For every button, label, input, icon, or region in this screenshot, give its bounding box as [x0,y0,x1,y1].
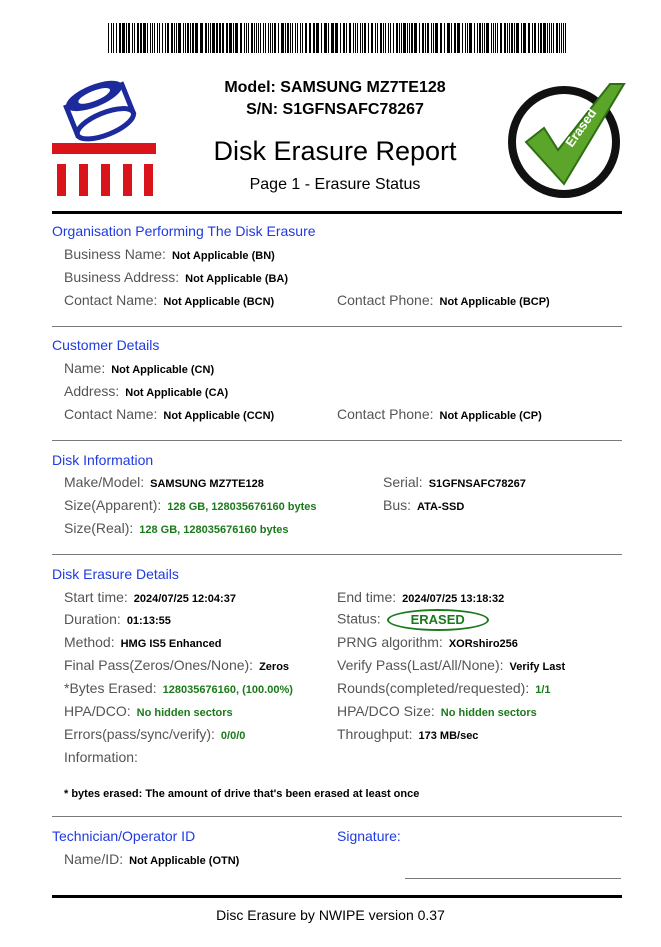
information-label: Information: [64,749,138,765]
customer-name-value: Not Applicable (CN) [111,364,215,376]
barcode [108,23,568,53]
customer-contact-name-row: Contact Name: Not Applicable (CCN) [64,406,275,422]
final-pass-value: Zeros [259,661,290,673]
section-divider [52,326,622,327]
report-serial: S/N: S1GFNSAFC78267 [246,101,424,118]
size-apparent-row: Size(Apparent): 128 GB, 128035676160 bytes [64,497,317,513]
signature-line [405,878,621,879]
throughput-row: Throughput: 173 MB/sec [337,726,479,742]
section-divider [52,554,622,555]
rounds-value: 1/1 [535,684,551,696]
customer-contact-name-value: Not Applicable (CCN) [163,410,275,422]
final-pass-row: Final Pass(Zeros/Ones/None): Zeros [64,657,290,673]
start-time-row: Start time: 2024/07/25 12:04:37 [64,589,236,605]
business-contact-phone-row: Contact Phone: Not Applicable (BCP) [337,292,550,308]
bus-row: Bus: ATA-SSD [383,497,465,513]
technician-name-row: Name/ID: Not Applicable (OTN) [64,851,240,867]
customer-name-row: Name: Not Applicable (CN) [64,360,215,376]
hpa-dco-value: No hidden sectors [136,707,233,719]
size-real-value: 128 GB, 128035676160 bytes [139,524,289,536]
bus-value: ATA-SSD [417,501,465,513]
customer-address-row: Address: Not Applicable (CA) [64,383,229,399]
prng-value: XORshiro256 [448,638,518,650]
business-contact-phone-value: Not Applicable (BCP) [439,296,550,308]
customer-contact-phone-row: Contact Phone: Not Applicable (CP) [337,406,542,422]
hpa-dco-size-row: HPA/DCO Size: No hidden sectors [337,703,537,719]
verify-pass-row: Verify Pass(Last/All/None): Verify Last [337,657,566,673]
header-divider [52,211,622,214]
erased-stamp-text: Erased [562,105,600,150]
organisation-heading: Organisation Performing The Disk Erasure [52,223,316,239]
technician-name-value: Not Applicable (OTN) [129,855,240,867]
technician-heading: Technician/Operator ID [52,828,196,844]
method-value: HMG IS5 Enhanced [120,638,222,650]
prng-row: PRNG algorithm: XORshiro256 [337,634,518,650]
disk-serial-value: S1GFNSAFC78267 [428,478,526,490]
business-contact-name-value: Not Applicable (BCN) [163,296,275,308]
status-badge: ERASED [387,609,489,631]
size-apparent-value: 128 GB, 128035676160 bytes [167,501,317,513]
business-name-value: Not Applicable (BN) [171,250,275,262]
bytes-erased-row: *Bytes Erased: 128035676160, (100.00%) [64,680,293,696]
hpa-dco-row: HPA/DCO: No hidden sectors [64,703,233,719]
business-address-value: Not Applicable (BA) [185,273,289,285]
signature-heading: Signature: [337,828,401,844]
business-contact-name-row: Contact Name: Not Applicable (BCN) [64,292,275,308]
duration-row: Duration: 01:13:55 [64,611,171,627]
start-time-value: 2024/07/25 12:04:37 [133,593,236,605]
make-model-value: SAMSUNG MZ7TE128 [150,478,264,490]
footer-text: Disc Erasure by NWIPE version 0.37 [216,907,445,923]
errors-row: Errors(pass/sync/verify): 0/0/0 [64,726,246,742]
throughput-value: 173 MB/sec [418,730,479,742]
customer-contact-phone-value: Not Applicable (CP) [439,410,542,422]
business-name-row: Business Name: Not Applicable (BN) [64,246,275,262]
footer-divider [52,895,622,898]
errors-value: 0/0/0 [220,730,246,742]
disk-info-heading: Disk Information [52,452,154,468]
disk-serial-row: Serial: S1GFNSAFC78267 [383,474,526,490]
erasure-details-heading: Disk Erasure Details [52,566,179,582]
business-address-row: Business Address: Not Applicable (BA) [64,269,289,285]
make-model-row: Make/Model: SAMSUNG MZ7TE128 [64,474,264,490]
customer-heading: Customer Details [52,337,160,353]
section-divider [52,440,622,441]
page-subtitle: Page 1 - Erasure Status [249,176,421,193]
section-divider [52,816,622,817]
page-title: Disk Erasure Report [213,136,457,166]
report-model: Model: SAMSUNG MZ7TE128 [224,79,446,96]
bytes-erased-note: * bytes erased: The amount of drive that's been erased at least once [64,788,420,800]
rounds-row: Rounds(completed/requested): 1/1 [337,680,551,696]
duration-value: 01:13:55 [126,615,171,627]
hpa-dco-size-value: No hidden sectors [440,707,537,719]
verify-pass-value: Verify Last [509,661,566,673]
customer-address-value: Not Applicable (CA) [125,387,229,399]
end-time-value: 2024/07/25 13:18:32 [402,593,505,605]
status-row: Status: ERASED [337,609,489,631]
method-row: Method: HMG IS5 Enhanced [64,634,222,650]
size-real-row: Size(Real): 128 GB, 128035676160 bytes [64,520,289,536]
bytes-erased-value: 128035676160, (100.00%) [162,684,293,696]
end-time-row: End time: 2024/07/25 13:18:32 [337,589,505,605]
